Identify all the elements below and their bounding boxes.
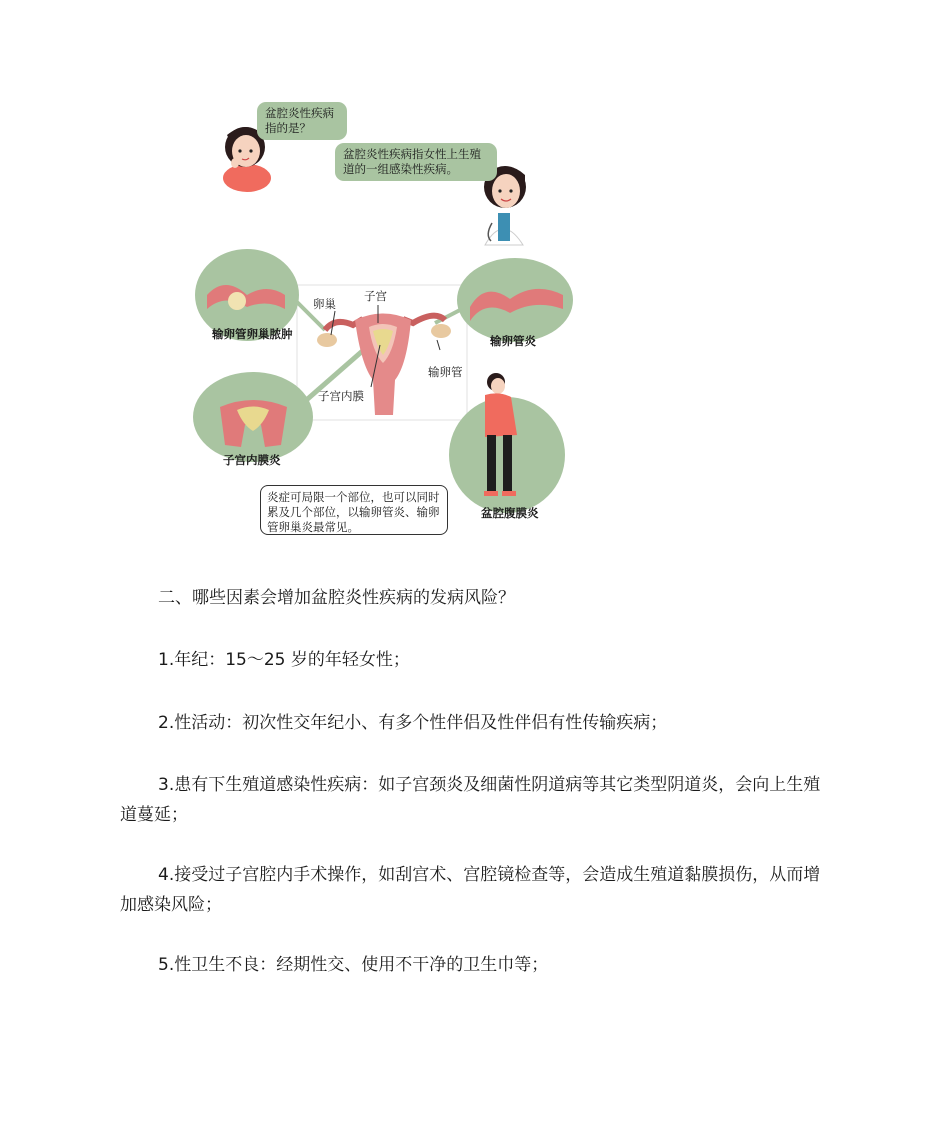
patient-question-bubble: 盆腔炎性疾病指的是？ bbox=[257, 102, 347, 140]
label-fallopian-tube: 输卵管 bbox=[428, 365, 463, 379]
section-heading: 二、哪些因素会增加盆腔炎性疾病的发病风险？ bbox=[158, 588, 515, 608]
inset-peritonitis bbox=[449, 373, 565, 513]
list-item: 5.性卫生不良：经期性交、使用不干净的卫生巾等； bbox=[158, 955, 549, 975]
label-peritonitis: 盆腔腹膜炎 bbox=[481, 506, 539, 520]
list-item: 4.接受过子宫腔内手术操作，如刮宫术、宫腔镜检查等，会造成生殖道黏膜损伤，从而增加感染风险； bbox=[120, 865, 821, 915]
label-tube-ovary-abscess: 输卵管卵巢脓肿 bbox=[212, 327, 293, 341]
list-item: 2.性活动：初次性交年纪小、有多个性伴侣及性伴侣有性传输疾病； bbox=[158, 713, 668, 733]
list-item: 1.年纪：15～25 岁的年轻女性； bbox=[158, 650, 410, 670]
doctor-answer-bubble: 盆腔炎性疾病指女性上生殖道的一组感染性疾病。 bbox=[335, 143, 497, 181]
inset-endometritis bbox=[193, 372, 313, 462]
note-box: 炎症可局限一个部位，也可以同时累及几个部位，以输卵管炎、输卵管卵巢炎最常见。 bbox=[260, 485, 448, 535]
label-endometrium: 子宫内膜 bbox=[318, 389, 364, 403]
label-salpingitis: 输卵管炎 bbox=[490, 334, 536, 348]
label-uterus: 子宫 bbox=[364, 289, 387, 303]
label-endometritis: 子宫内膜炎 bbox=[223, 453, 281, 467]
label-ovary: 卵巢 bbox=[313, 297, 336, 311]
inset-salpingitis bbox=[457, 258, 573, 342]
pid-illustration bbox=[185, 95, 585, 550]
list-item: 3.患有下生殖道感染性疾病：如子宫颈炎及细菌性阴道病等其它类型阴道炎，会向上生殖道蔓延； bbox=[120, 775, 821, 825]
